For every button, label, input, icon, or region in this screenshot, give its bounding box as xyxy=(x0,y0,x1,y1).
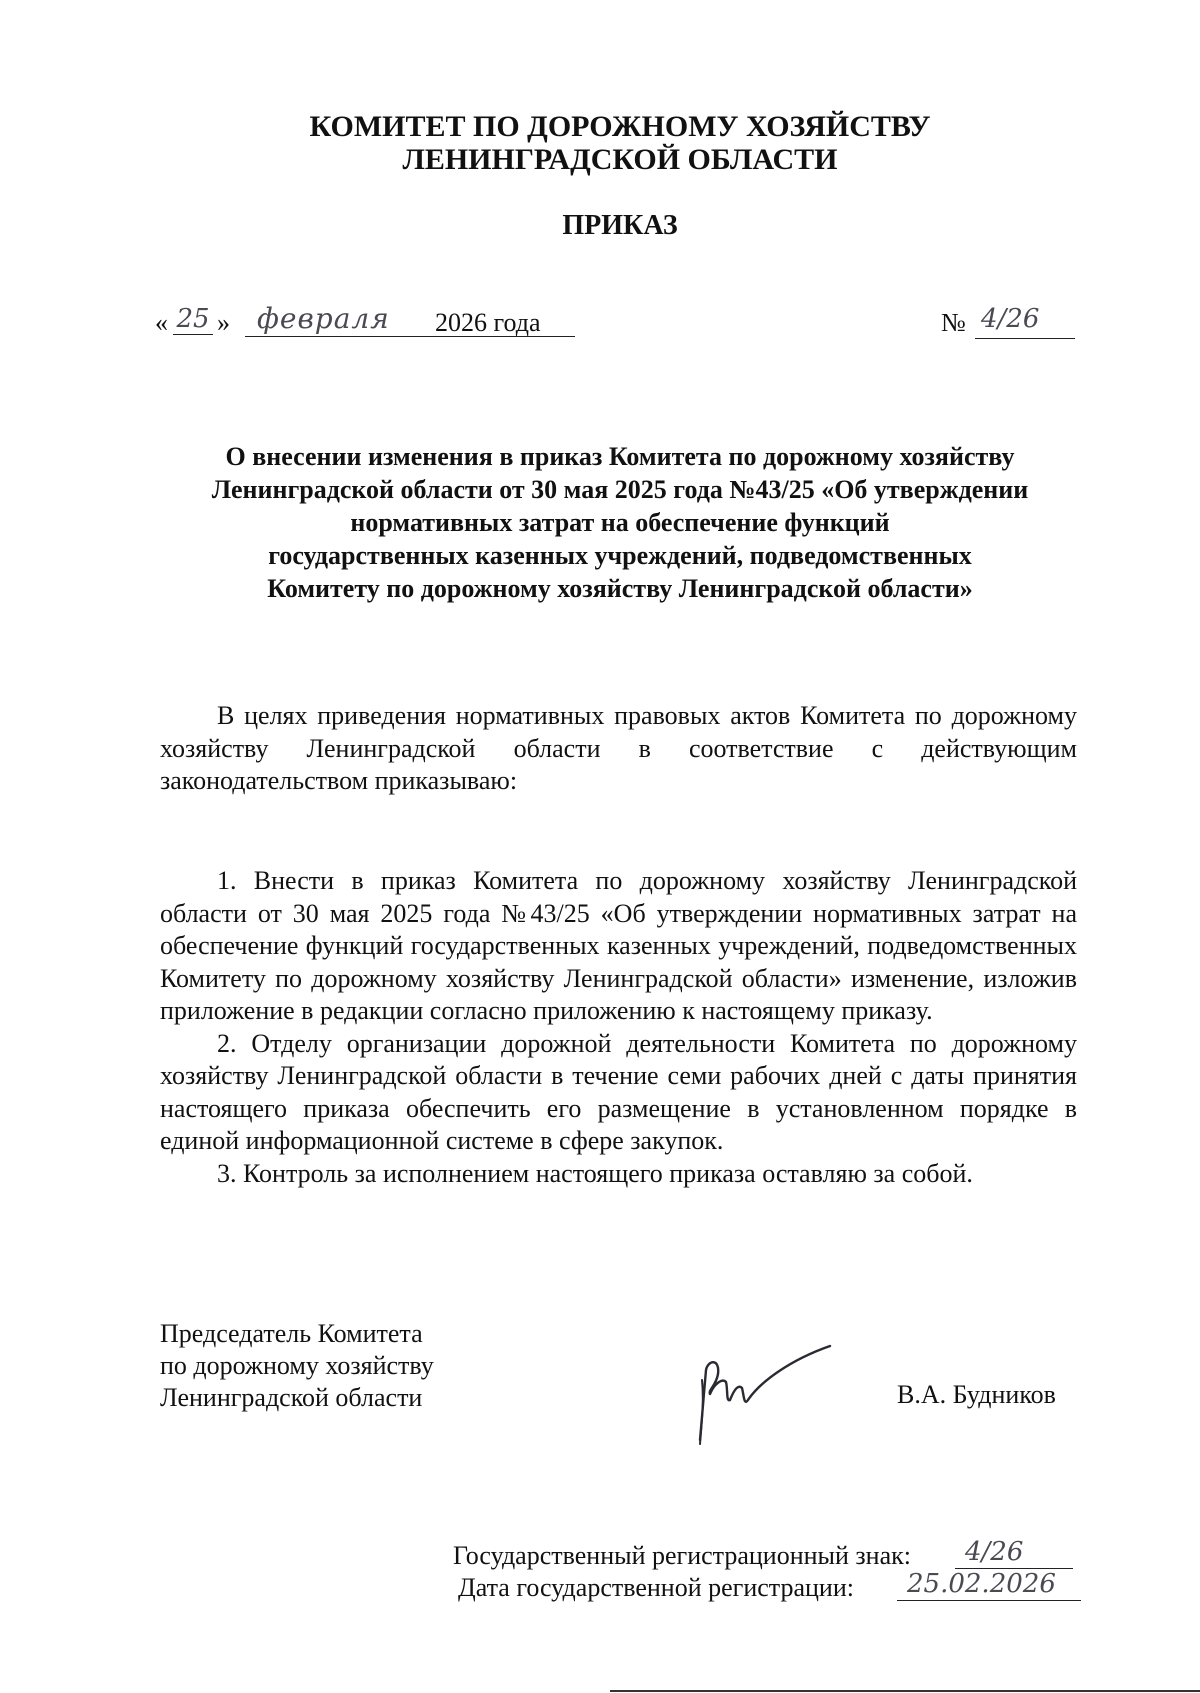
date-day: 25 xyxy=(173,304,213,335)
position-line: по дорожному хозяйству xyxy=(160,1351,434,1380)
order-item-2: 2. Отделу организации дорожной деятельности Комитета по дорожному хозяйству Ленинградской области в течение семи рабочих дней с даты принятия настоящего приказа обеспечить его размещение в установленном порядке в единой информационной системе в сфере закупок. xyxy=(160,1028,1077,1155)
registration-date-row xyxy=(450,1569,1090,1604)
organization-name xyxy=(160,110,1080,176)
bottom-edge-line xyxy=(610,1690,1200,1692)
date-month: февраля xyxy=(257,302,390,335)
date-year: 2026 года xyxy=(435,308,541,337)
registration-date-value: 25.02.2026 xyxy=(907,1569,1056,1599)
order-items xyxy=(160,865,1077,1190)
registration-sign-label: Государственный регистрационный знак: xyxy=(453,1541,911,1570)
document-number-field xyxy=(975,304,1075,339)
preamble-text: В целях приведения нормативных правовых актов Комитета по дорожному хозяйству Ленинградской области в соответствие с действующим законодательством приказываю: xyxy=(160,701,1077,795)
order-item-1: 1. Внести в приказ Комитета по дорожному хозяйству Ленинградской области от 30 мая 2025 года №43/25 «Об утверждении нормативных затрат на обеспечение функций государственных казенных учреждений, подведомственных Комитету по дорожному хозяйству Ленинградской области» изменение, изложив приложение в редакции согласно приложению к настоящему приказу. xyxy=(160,866,1077,1025)
document-type: ПРИКАЗ xyxy=(562,210,678,241)
date-close-quote: » xyxy=(217,308,230,337)
signatory-position xyxy=(160,1318,434,1414)
registration-date-label: Дата государственной регистрации: xyxy=(458,1573,854,1602)
title-line: Ленинградской области от 30 мая 2025 года №43/25 «Об утверждении xyxy=(211,475,1029,504)
registration-block xyxy=(450,1537,1090,1604)
position-line: Председатель Комитета xyxy=(160,1319,423,1348)
order-item-3: 3. Контроль за исполнением настоящего приказа оставляю за собой. xyxy=(217,1158,973,1188)
document-number: 4/26 xyxy=(981,304,1040,334)
title-line: нормативных затрат на обеспечение функций xyxy=(350,508,890,537)
signatory-name: В.А. Будников xyxy=(897,1380,1056,1409)
number-label: № xyxy=(941,308,966,337)
date-open-quote: « xyxy=(155,308,168,337)
handwritten-signature xyxy=(680,1340,840,1450)
title-line: Комитету по дорожному хозяйству Ленинградской области» xyxy=(267,574,973,603)
position-line: Ленинградской области xyxy=(160,1383,423,1412)
registration-sign-value: 4/26 xyxy=(965,1537,1024,1567)
date-number-line xyxy=(155,300,1080,350)
title-line: О внесении изменения в приказ Комитета по дорожному хозяйству xyxy=(225,442,1015,471)
organization-line-2: ЛЕНИНГРАДСКОЙ ОБЛАСТИ xyxy=(402,143,838,176)
registration-sign-field xyxy=(955,1537,1073,1569)
organization-line-1: КОМИТЕТ ПО ДОРОЖНОМУ ХОЗЯЙСТВУ xyxy=(309,110,931,143)
document-title xyxy=(160,440,1080,605)
registration-date-field xyxy=(897,1569,1081,1601)
preamble xyxy=(160,700,1077,798)
title-line: государственных казенных учреждений, подведомственных xyxy=(268,541,972,570)
